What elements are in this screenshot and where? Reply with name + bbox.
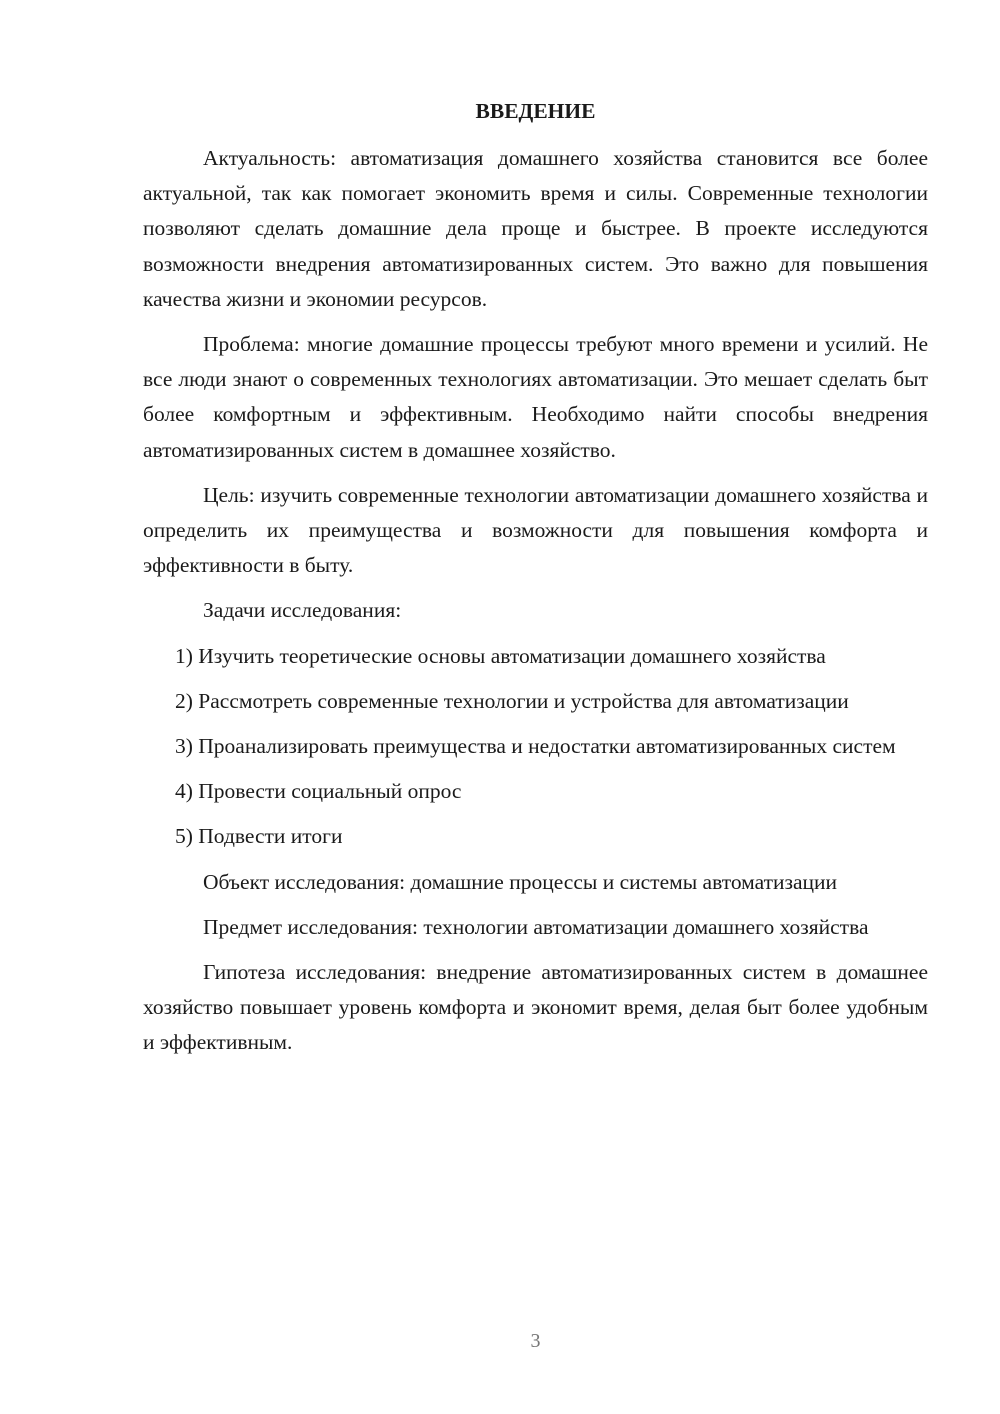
page-content — [143, 94, 928, 1071]
paragraph-object: Объект исследования: домашние процессы и системы автоматизации — [203, 869, 838, 894]
section-title: ВВЕДЕНИЕ — [475, 99, 596, 123]
task-item-2: 2) Рассмотреть современные технологии и устройства для автоматизации — [175, 688, 849, 713]
tasks-heading: Задачи исследования: — [203, 598, 402, 623]
task-item-5: 5) Подвести итоги — [175, 824, 343, 849]
paragraph-relevance: Актуальность: автоматизация домашнего хозяйства становится все более актуальной, так как помогает экономить время и силы. Современные технологии позволяют сделать домашние дела проще и быстрее. В проекте исследуются возможности внедрения автоматизированных систем. Это важно для повышения качества жизни и экономии ресурсов. — [143, 146, 928, 311]
paragraph-problem: Проблема: многие домашние процессы требуют много времени и усилий. Не все люди знают о современных технологиях автоматизации. Это мешает сделать быт более комфортным и эффективным. Необходимо найти способы внедрения автоматизированных систем в домашнее хозяйство. — [143, 332, 928, 462]
paragraph-goal: Цель: изучить современные технологии автоматизации домашнего хозяйства и определить их преимущества и возможности для повышения комфорта и эффективности в быту. — [143, 482, 928, 578]
page-number: 3 — [530, 1330, 541, 1352]
task-item-3: 3) Проанализировать преимущества и недостатки автоматизированных систем — [175, 734, 896, 759]
paragraph-subject: Предмет исследования: технологии автоматизации домашнего хозяйства — [203, 914, 869, 939]
paragraph-hypothesis: Гипотеза исследования: внедрение автоматизированных систем в домашнее хозяйство повышает уровень комфорта и экономит время, делая быт более удобным и эффективным. — [143, 960, 928, 1055]
task-item-1: 1) Изучить теоретические основы автоматизации домашнего хозяйства — [175, 643, 826, 668]
task-item-4: 4) Провести социальный опрос — [175, 779, 462, 804]
